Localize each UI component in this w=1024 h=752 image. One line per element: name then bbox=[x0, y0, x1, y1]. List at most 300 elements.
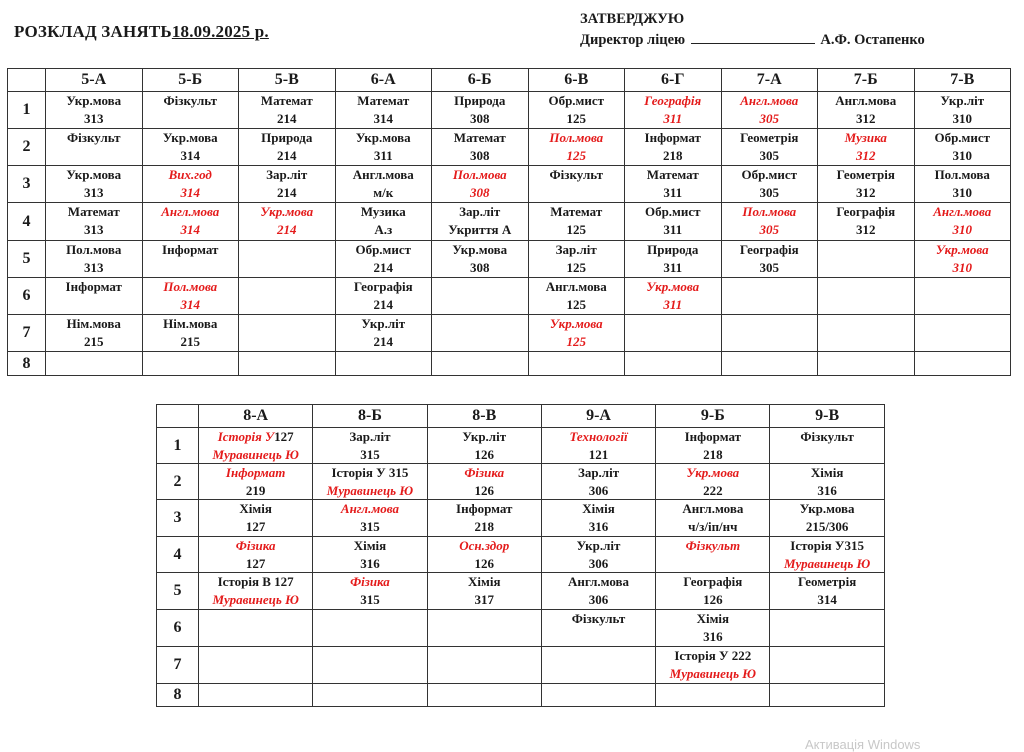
lesson-room: 311 bbox=[663, 110, 683, 126]
lesson-subject: Фізкульт bbox=[800, 429, 854, 444]
lesson-room: 314 bbox=[180, 184, 200, 200]
lesson-subject: Англ.мова bbox=[340, 501, 399, 516]
lesson-cell bbox=[427, 684, 541, 707]
lesson-room: 125 bbox=[566, 147, 586, 163]
lesson-subject: Фізкульт bbox=[163, 93, 218, 108]
lesson-room: 310 bbox=[952, 259, 972, 275]
lesson-cell bbox=[427, 537, 541, 573]
lesson-row bbox=[157, 428, 885, 464]
lesson-number: 4 bbox=[8, 203, 46, 241]
lesson-subject: Географія bbox=[353, 279, 413, 294]
lesson-subject: Математ bbox=[550, 204, 603, 219]
class-header: 9-Б bbox=[656, 405, 770, 428]
class-header: 8-В bbox=[427, 405, 541, 428]
lesson-subject: Хімія bbox=[582, 501, 615, 516]
lesson-number: 5 bbox=[157, 573, 199, 610]
lesson-cell bbox=[142, 241, 239, 278]
lesson-room: ч/з/іп/нч bbox=[688, 518, 738, 534]
lesson-subject: Хімія bbox=[467, 574, 501, 589]
lesson-cell bbox=[427, 610, 541, 647]
lesson-room: 214 bbox=[277, 110, 297, 126]
lesson-cell bbox=[541, 464, 655, 500]
lesson-cell bbox=[199, 464, 313, 500]
signature-line bbox=[691, 31, 815, 44]
lesson-number: 1 bbox=[157, 428, 199, 464]
lesson-cell bbox=[721, 129, 818, 166]
lesson-cell bbox=[770, 684, 884, 707]
lesson-cell bbox=[335, 315, 432, 352]
class-header: 6-Б bbox=[432, 69, 529, 92]
lesson-cell bbox=[770, 428, 884, 464]
lesson-cell bbox=[239, 241, 336, 278]
director-line bbox=[580, 30, 925, 51]
lesson-cell bbox=[239, 92, 336, 129]
lesson-cell bbox=[914, 241, 1011, 278]
lesson-cell bbox=[239, 315, 336, 352]
lesson-subject: Укр.мова bbox=[799, 501, 855, 516]
lesson-subject: Англ.мова bbox=[835, 93, 897, 108]
lesson-cell bbox=[313, 647, 427, 684]
lesson-cell bbox=[656, 647, 770, 684]
lesson-cell bbox=[656, 684, 770, 707]
class-header: 7-Б bbox=[818, 69, 915, 92]
lesson-cell bbox=[335, 129, 432, 166]
lesson-room: 312 bbox=[856, 147, 876, 163]
lesson-cell bbox=[199, 610, 313, 647]
lesson-subject: Укр.мова bbox=[66, 93, 122, 108]
lesson-cell bbox=[335, 166, 432, 203]
lesson-subject: Геометрія bbox=[797, 574, 857, 589]
lesson-cell bbox=[432, 92, 529, 129]
lesson-subject: Обр.мист bbox=[355, 242, 412, 257]
lesson-subject: Хімія bbox=[353, 538, 387, 553]
lesson-subject: Нім.мова bbox=[66, 316, 121, 331]
lesson-number: 6 bbox=[157, 610, 199, 647]
lesson-subject: Зар.літ bbox=[266, 167, 308, 182]
lesson-cell bbox=[818, 129, 915, 166]
lesson-room: 308 bbox=[470, 110, 490, 126]
lesson-room: 305 bbox=[759, 259, 779, 275]
lesson-cell bbox=[335, 203, 432, 241]
lesson-cell bbox=[46, 92, 143, 129]
lesson-subject: Англ.мова bbox=[161, 204, 220, 219]
lesson-subject: Природа bbox=[261, 130, 313, 145]
lesson-subject: Музика bbox=[360, 204, 406, 219]
lesson-cell bbox=[721, 241, 818, 278]
lesson-cell bbox=[656, 428, 770, 464]
lesson-row bbox=[8, 92, 1011, 129]
lesson-room: Муравинець Ю bbox=[669, 665, 756, 681]
lesson-cell bbox=[625, 129, 722, 166]
lesson-subject: Англ.мова bbox=[568, 574, 630, 589]
lesson-room: 214 bbox=[277, 184, 297, 200]
lesson-subject: Історія В 127 bbox=[217, 574, 294, 589]
lesson-cell bbox=[721, 315, 818, 352]
lesson-number: 6 bbox=[8, 278, 46, 315]
lesson-cell bbox=[432, 278, 529, 315]
lesson-subject: Пол.мова bbox=[66, 242, 122, 257]
lesson-cell bbox=[528, 203, 625, 241]
lesson-subject: Інформат bbox=[684, 429, 742, 444]
lesson-room: 125 bbox=[566, 333, 586, 349]
lesson-number: 1 bbox=[8, 92, 46, 129]
lesson-room: 308 bbox=[470, 147, 490, 163]
director-label: Директор ліцею bbox=[580, 32, 686, 48]
lesson-subject: Хімія bbox=[239, 501, 272, 516]
lesson-room: 314 bbox=[817, 591, 837, 607]
lesson-subject: Укр.літ bbox=[576, 538, 621, 553]
lesson-room: 305 bbox=[759, 110, 779, 126]
lesson-cell bbox=[313, 610, 427, 647]
lesson-cell bbox=[818, 278, 915, 315]
lesson-number: 3 bbox=[8, 166, 46, 203]
lesson-subject: Географія bbox=[836, 204, 896, 219]
title-date: 18.09.2025 р. bbox=[171, 22, 269, 41]
lesson-room: 312 bbox=[856, 221, 876, 237]
lesson-room: 306 bbox=[588, 482, 609, 498]
lesson-subject: Англ.мова bbox=[352, 167, 414, 182]
lesson-cell bbox=[818, 315, 915, 352]
lesson-room: 313 bbox=[84, 259, 104, 275]
lesson-subject: Зар.літ bbox=[555, 242, 597, 257]
lesson-room: 306 bbox=[588, 555, 609, 571]
lesson-room: 127 bbox=[245, 555, 266, 571]
lesson-number: 8 bbox=[8, 352, 46, 376]
lesson-cell bbox=[313, 684, 427, 707]
lesson-room: 311 bbox=[663, 296, 683, 312]
lesson-cell bbox=[625, 92, 722, 129]
lesson-room: 311 bbox=[663, 221, 683, 237]
lesson-subject: Математ bbox=[357, 93, 410, 108]
lesson-cell bbox=[46, 166, 143, 203]
lesson-room: 316 bbox=[360, 555, 380, 571]
lesson-cell bbox=[541, 428, 655, 464]
lesson-cell bbox=[142, 129, 239, 166]
lesson-room: 312 bbox=[856, 110, 876, 126]
lesson-subject: Вих.год bbox=[168, 167, 212, 182]
lesson-cell bbox=[770, 537, 884, 573]
lesson-subject: Фізика bbox=[464, 465, 505, 480]
lesson-row bbox=[8, 166, 1011, 203]
lesson-room: 215/306 bbox=[805, 518, 849, 534]
lesson-subject: Пол.мова bbox=[549, 130, 604, 145]
lesson-subject: Інформат bbox=[225, 465, 286, 480]
lesson-row bbox=[157, 464, 885, 500]
lesson-subject: Геометрія bbox=[740, 130, 799, 145]
class-header: 5-Б bbox=[142, 69, 239, 92]
lesson-subject: Укр.мова bbox=[549, 316, 603, 331]
lesson-cell bbox=[721, 278, 818, 315]
lesson-room: 316 bbox=[703, 628, 723, 644]
lesson-subject: Обр.мист bbox=[548, 93, 605, 108]
subject-part: Історія У bbox=[217, 429, 275, 444]
lesson-subject: Обр.мист bbox=[741, 167, 798, 182]
lesson-subject: Музика bbox=[844, 130, 887, 145]
lesson-cell bbox=[528, 241, 625, 278]
lesson-room: 126 bbox=[474, 555, 494, 571]
lesson-room: 305 bbox=[759, 221, 779, 237]
lesson-cell bbox=[770, 500, 884, 537]
class-header: 9-А bbox=[541, 405, 655, 428]
lesson-room: Муравинець Ю bbox=[212, 591, 299, 607]
lesson-room: 222 bbox=[703, 482, 723, 498]
lesson-cell bbox=[914, 203, 1011, 241]
lesson-cell bbox=[427, 573, 541, 610]
lesson-subject: Географія bbox=[683, 574, 743, 589]
lesson-cell bbox=[432, 352, 529, 376]
director-name: А.Ф. Остапенко bbox=[820, 32, 925, 48]
lesson-cell bbox=[528, 352, 625, 376]
lesson-subject: Укр.мова bbox=[935, 242, 989, 257]
lesson-room: 215 bbox=[180, 333, 200, 349]
lesson-subject: Фізкульт bbox=[571, 611, 626, 626]
lesson-subject: Укр.літ bbox=[462, 429, 507, 444]
lesson-cell bbox=[625, 241, 722, 278]
lesson-cell bbox=[313, 464, 427, 500]
lesson-cell bbox=[818, 352, 915, 376]
lesson-subject: Географія bbox=[739, 242, 799, 257]
lesson-cell bbox=[432, 315, 529, 352]
lesson-room: 306 bbox=[588, 591, 609, 607]
lesson-room: 311 bbox=[373, 147, 393, 163]
class-header: 6-Г bbox=[625, 69, 722, 92]
lesson-number: 2 bbox=[8, 129, 46, 166]
lesson-subject: Математ bbox=[453, 130, 506, 145]
class-header: 7-А bbox=[721, 69, 818, 92]
corner-cell bbox=[157, 405, 199, 428]
lesson-number: 2 bbox=[157, 464, 199, 500]
lesson-cell bbox=[432, 203, 529, 241]
lesson-room: 125 bbox=[566, 259, 586, 275]
lesson-cell bbox=[427, 500, 541, 537]
table-header-row bbox=[8, 69, 1011, 92]
lesson-subject: Укр.мова bbox=[162, 130, 218, 145]
lesson-room: 308 bbox=[470, 259, 490, 275]
lesson-cell bbox=[313, 573, 427, 610]
lesson-cell bbox=[818, 166, 915, 203]
lesson-room: 310 bbox=[952, 147, 972, 163]
schedule-table-grades-5-7 bbox=[7, 68, 1011, 376]
lesson-cell bbox=[721, 92, 818, 129]
lesson-subject bbox=[199, 428, 312, 446]
class-header: 8-Б bbox=[313, 405, 427, 428]
lesson-cell bbox=[432, 241, 529, 278]
lesson-cell bbox=[656, 573, 770, 610]
lesson-row bbox=[157, 537, 885, 573]
lesson-room: 218 bbox=[703, 446, 723, 462]
lesson-cell bbox=[541, 537, 655, 573]
lesson-room: 315 bbox=[360, 591, 380, 607]
lesson-subject: Укр.мова bbox=[452, 242, 508, 257]
lesson-cell bbox=[625, 278, 722, 315]
windows-activation-watermark: Активація Windows bbox=[805, 737, 921, 752]
lesson-cell bbox=[541, 684, 655, 707]
lesson-subject: Пол.мова bbox=[742, 204, 797, 219]
lesson-cell bbox=[432, 166, 529, 203]
lesson-cell bbox=[914, 352, 1011, 376]
lesson-room: 313 bbox=[84, 221, 104, 237]
lesson-cell bbox=[46, 129, 143, 166]
lesson-subject: Пол.мова bbox=[163, 279, 218, 294]
lesson-cell bbox=[528, 92, 625, 129]
lesson-room: 315 bbox=[360, 446, 380, 462]
lesson-cell bbox=[335, 241, 432, 278]
approval-block bbox=[580, 9, 925, 51]
lesson-subject: Математ bbox=[260, 93, 313, 108]
lesson-cell bbox=[335, 92, 432, 129]
lesson-cell bbox=[770, 464, 884, 500]
lesson-subject: Укр.літ bbox=[940, 93, 985, 108]
lesson-subject: Пол.мова bbox=[934, 167, 990, 182]
lesson-subject: Англ.мова bbox=[740, 93, 799, 108]
lesson-cell bbox=[199, 684, 313, 707]
lesson-room: 313 bbox=[84, 184, 104, 200]
lesson-room: 310 bbox=[952, 110, 972, 126]
schedule-title bbox=[14, 22, 269, 42]
lesson-room: Укриття А bbox=[448, 221, 512, 237]
lesson-room: 310 bbox=[952, 184, 972, 200]
lesson-cell bbox=[46, 315, 143, 352]
lesson-room: 127 bbox=[245, 518, 266, 534]
class-header: 6-В bbox=[528, 69, 625, 92]
lesson-room: 313 bbox=[84, 110, 104, 126]
lesson-room: 218 bbox=[663, 147, 683, 163]
lesson-row bbox=[8, 278, 1011, 315]
lesson-subject: Математ bbox=[67, 204, 120, 219]
lesson-room: 126 bbox=[474, 446, 494, 462]
lesson-room: 316 bbox=[588, 518, 609, 534]
lesson-room: Муравинець Ю bbox=[326, 482, 414, 498]
lesson-room: 214 bbox=[373, 259, 393, 275]
lesson-cell bbox=[541, 500, 655, 537]
lesson-room: 305 bbox=[759, 184, 779, 200]
lesson-cell bbox=[656, 610, 770, 647]
lesson-cell bbox=[528, 166, 625, 203]
approve-label: ЗАТВЕРДЖУЮ bbox=[580, 11, 685, 27]
lesson-cell bbox=[528, 278, 625, 315]
lesson-cell bbox=[818, 241, 915, 278]
lesson-cell bbox=[142, 203, 239, 241]
lesson-number: 7 bbox=[157, 647, 199, 684]
lesson-cell bbox=[914, 315, 1011, 352]
class-header: 9-В bbox=[770, 405, 884, 428]
lesson-number: 8 bbox=[157, 684, 199, 707]
lesson-room: 316 bbox=[817, 482, 837, 498]
lesson-cell bbox=[625, 166, 722, 203]
lesson-subject: Укр.мова bbox=[66, 167, 122, 182]
lesson-room: 219 bbox=[245, 482, 266, 498]
lesson-row bbox=[157, 573, 885, 610]
lesson-cell bbox=[528, 129, 625, 166]
lesson-cell bbox=[656, 537, 770, 573]
lesson-cell bbox=[541, 647, 655, 684]
lesson-room: 314 bbox=[180, 147, 200, 163]
lesson-subject: Зар.літ bbox=[349, 429, 391, 444]
lesson-room: 214 bbox=[277, 221, 297, 237]
lesson-cell bbox=[46, 352, 143, 376]
lesson-room: 214 bbox=[373, 296, 393, 312]
lesson-subject: Укр.літ bbox=[361, 316, 406, 331]
lesson-subject: Укр.мова bbox=[260, 204, 314, 219]
lesson-row bbox=[157, 647, 885, 684]
lesson-cell bbox=[721, 352, 818, 376]
lesson-room: 314 bbox=[180, 296, 200, 312]
lesson-cell bbox=[541, 610, 655, 647]
lesson-room: 317 bbox=[474, 591, 494, 607]
lesson-cell bbox=[818, 92, 915, 129]
lesson-cell bbox=[770, 647, 884, 684]
lesson-cell bbox=[199, 500, 313, 537]
corner-cell bbox=[8, 69, 46, 92]
lesson-cell bbox=[427, 428, 541, 464]
lesson-cell bbox=[432, 129, 529, 166]
lesson-cell bbox=[625, 203, 722, 241]
lesson-row bbox=[157, 684, 885, 707]
lesson-room: А.з bbox=[374, 221, 393, 237]
lesson-cell bbox=[770, 610, 884, 647]
lesson-cell bbox=[335, 352, 432, 376]
lesson-cell bbox=[46, 241, 143, 278]
lesson-cell bbox=[770, 573, 884, 610]
lesson-subject: Укр.мова bbox=[646, 279, 700, 294]
lesson-cell bbox=[142, 315, 239, 352]
lesson-cell bbox=[625, 315, 722, 352]
lesson-subject: Укр.мова bbox=[686, 465, 740, 480]
lesson-subject: Математ bbox=[646, 167, 699, 182]
lesson-room: 125 bbox=[566, 110, 586, 126]
lesson-cell bbox=[656, 464, 770, 500]
lesson-subject: Геометрія bbox=[836, 167, 895, 182]
lesson-subject: Інформат bbox=[162, 242, 219, 257]
lesson-cell bbox=[239, 129, 336, 166]
lesson-room: 310 bbox=[952, 221, 972, 237]
lesson-cell bbox=[142, 92, 239, 129]
lesson-subject: Укр.мова bbox=[355, 130, 411, 145]
lesson-room: 218 bbox=[474, 518, 494, 534]
lesson-cell bbox=[427, 464, 541, 500]
lesson-cell bbox=[46, 203, 143, 241]
lesson-subject: Фізкульт bbox=[685, 538, 741, 553]
lesson-row bbox=[8, 352, 1011, 376]
lesson-subject: Обр.мист bbox=[644, 204, 701, 219]
lesson-subject: Обр.мист bbox=[934, 130, 991, 145]
lesson-subject: Історія У 222 bbox=[674, 648, 752, 663]
lesson-subject: Географія bbox=[644, 93, 702, 108]
lesson-cell bbox=[199, 428, 313, 464]
lesson-room: 125 bbox=[566, 296, 586, 312]
lesson-room: 312 bbox=[856, 184, 876, 200]
lesson-subject: Осн.здор bbox=[459, 538, 510, 553]
lesson-subject: Фізика bbox=[235, 538, 276, 553]
lesson-number: 3 bbox=[157, 500, 199, 537]
lesson-subject: Інформат bbox=[644, 130, 701, 145]
lesson-subject: Історія У315 bbox=[790, 538, 864, 553]
lesson-cell bbox=[239, 278, 336, 315]
lesson-cell bbox=[142, 166, 239, 203]
lesson-room: 311 bbox=[663, 184, 683, 200]
lesson-subject: Інформат bbox=[65, 279, 122, 294]
lesson-room: 121 bbox=[588, 446, 609, 462]
lesson-room: 315 bbox=[360, 518, 380, 534]
lesson-subject: Природа bbox=[647, 242, 699, 257]
lesson-room: 305 bbox=[759, 147, 779, 163]
lesson-room: 125 bbox=[566, 221, 586, 237]
lesson-cell bbox=[721, 203, 818, 241]
lesson-cell bbox=[199, 537, 313, 573]
lesson-cell bbox=[914, 92, 1011, 129]
lesson-cell bbox=[313, 500, 427, 537]
lesson-subject: Англ.мова bbox=[933, 204, 992, 219]
